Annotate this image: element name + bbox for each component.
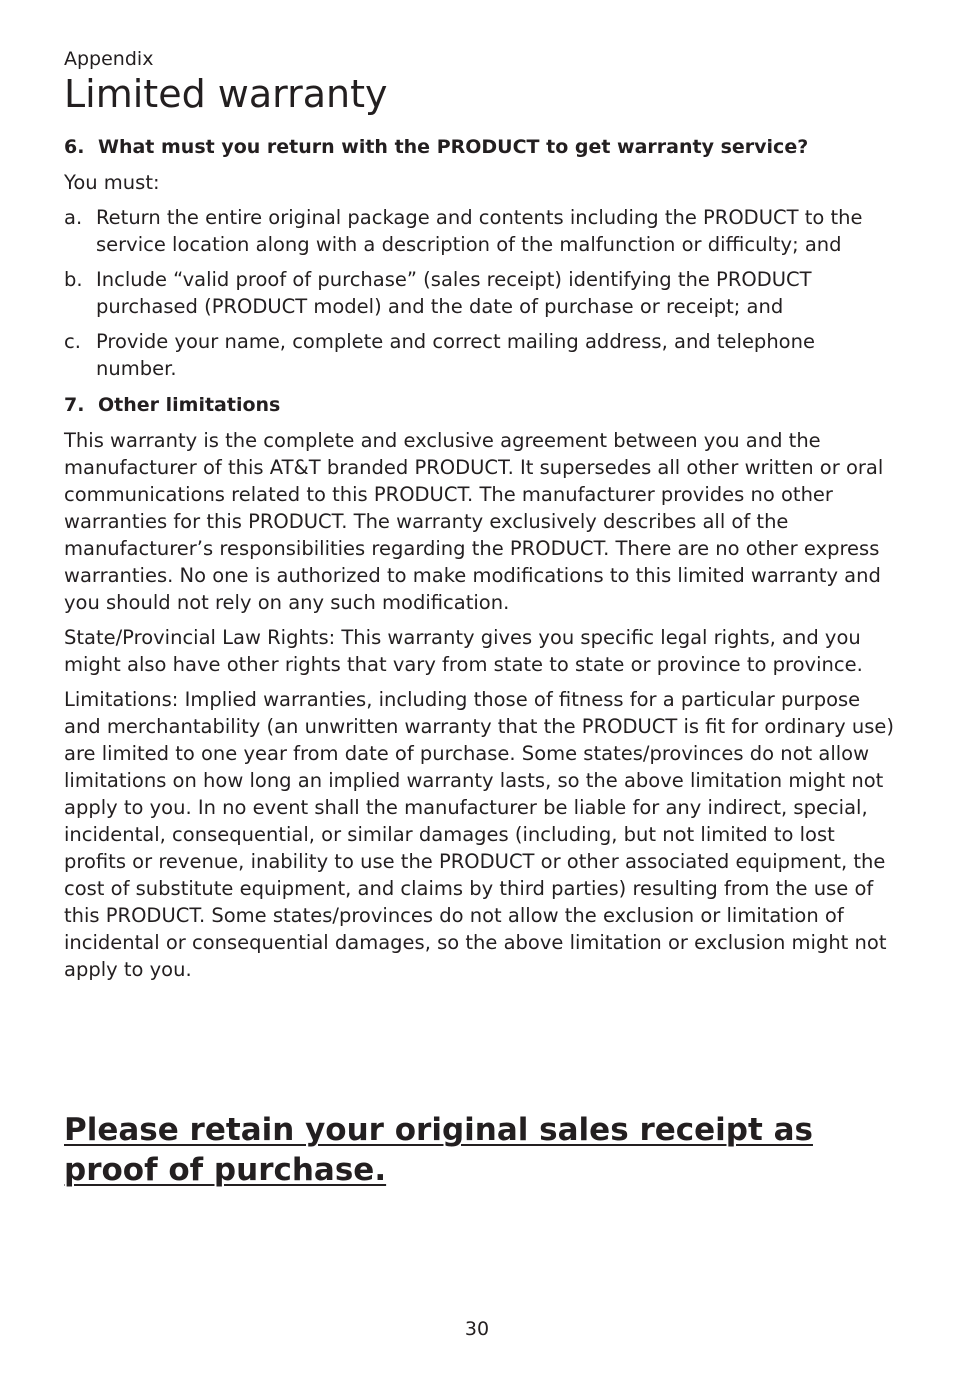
retain-receipt-notice: Please retain your original sales receipt as proof of purchase. xyxy=(64,1112,813,1188)
page-number: 30 xyxy=(464,1318,490,1340)
item-6-heading xyxy=(64,134,894,161)
item-6-list xyxy=(64,204,894,382)
item-6-heading-text: What must you return with the PRODUCT to get warranty service? xyxy=(98,136,809,158)
item-7 xyxy=(64,392,894,983)
limitations-paragraph: Limitations: Implied warranties, including those of fitness for a particular purpose and merchantability (an unwritten warranty that the PRODUCT is fit for ordinary use) are limited to one year from date of purchase. Some states/provinces do not allow limitations on how long an implied warranty lasts, so the above limitation might not apply to you. In no event shall the manufacturer be liable for any indirect, special, incidental, consequential, or similar damages (including, but not limited to lost profits or revenue, inability to use the PRODUCT or other associated equipment, the cost of substitute equipment, and claims by third parties) resulting from the use of this PRODUCT. Some states/provinces do not allow the exclusion or limitation of incidental or consequential damages, so the above limitation or exclusion might not apply to you. xyxy=(64,688,894,981)
item-7-number: 7. xyxy=(64,394,85,416)
item-7-heading xyxy=(64,392,894,419)
warranty-paragraph: This warranty is the complete and exclusive agreement between you and the manufacturer of this AT&T branded PRODUCT. It supersedes all other written or oral communications related to this PRODUCT. The manufacturer provides no other warranties for this PRODUCT. The warranty exclusively describes all of the manufacturer’s responsibilities regarding the PRODUCT. There are no other express warranties. No one is authorized to make modifications to this limited warranty and you should not rely on any such modification. xyxy=(64,429,884,614)
list-item-text: Return the entire original package and contents including the PRODUCT to the service location along with a description of the malfunction or difficulty; and xyxy=(96,206,863,256)
list-item xyxy=(64,328,894,382)
page-content xyxy=(64,46,894,991)
page-title: Limited warranty xyxy=(64,72,388,116)
list-item-marker: c. xyxy=(64,330,81,353)
list-item xyxy=(64,266,894,320)
item-6-number: 6. xyxy=(64,136,85,158)
list-item-text: Provide your name, complete and correct mailing address, and telephone number. xyxy=(96,330,815,380)
item-6 xyxy=(64,134,894,382)
list-item-text: Include “valid proof of purchase” (sales receipt) identifying the PRODUCT purchased (PRODUCT model) and the date of purchase or receipt; and xyxy=(96,268,812,318)
list-item xyxy=(64,204,894,258)
list-item-marker: a. xyxy=(64,206,83,229)
law-rights-paragraph: State/Provincial Law Rights: This warranty gives you specific legal rights, and you might also have other rights that vary from state to state or province to province. xyxy=(64,626,863,676)
list-item-marker: b. xyxy=(64,268,83,291)
item-7-heading-text: Other limitations xyxy=(98,394,281,416)
section-label: Appendix xyxy=(64,48,154,70)
item-6-intro: You must: xyxy=(64,171,160,194)
